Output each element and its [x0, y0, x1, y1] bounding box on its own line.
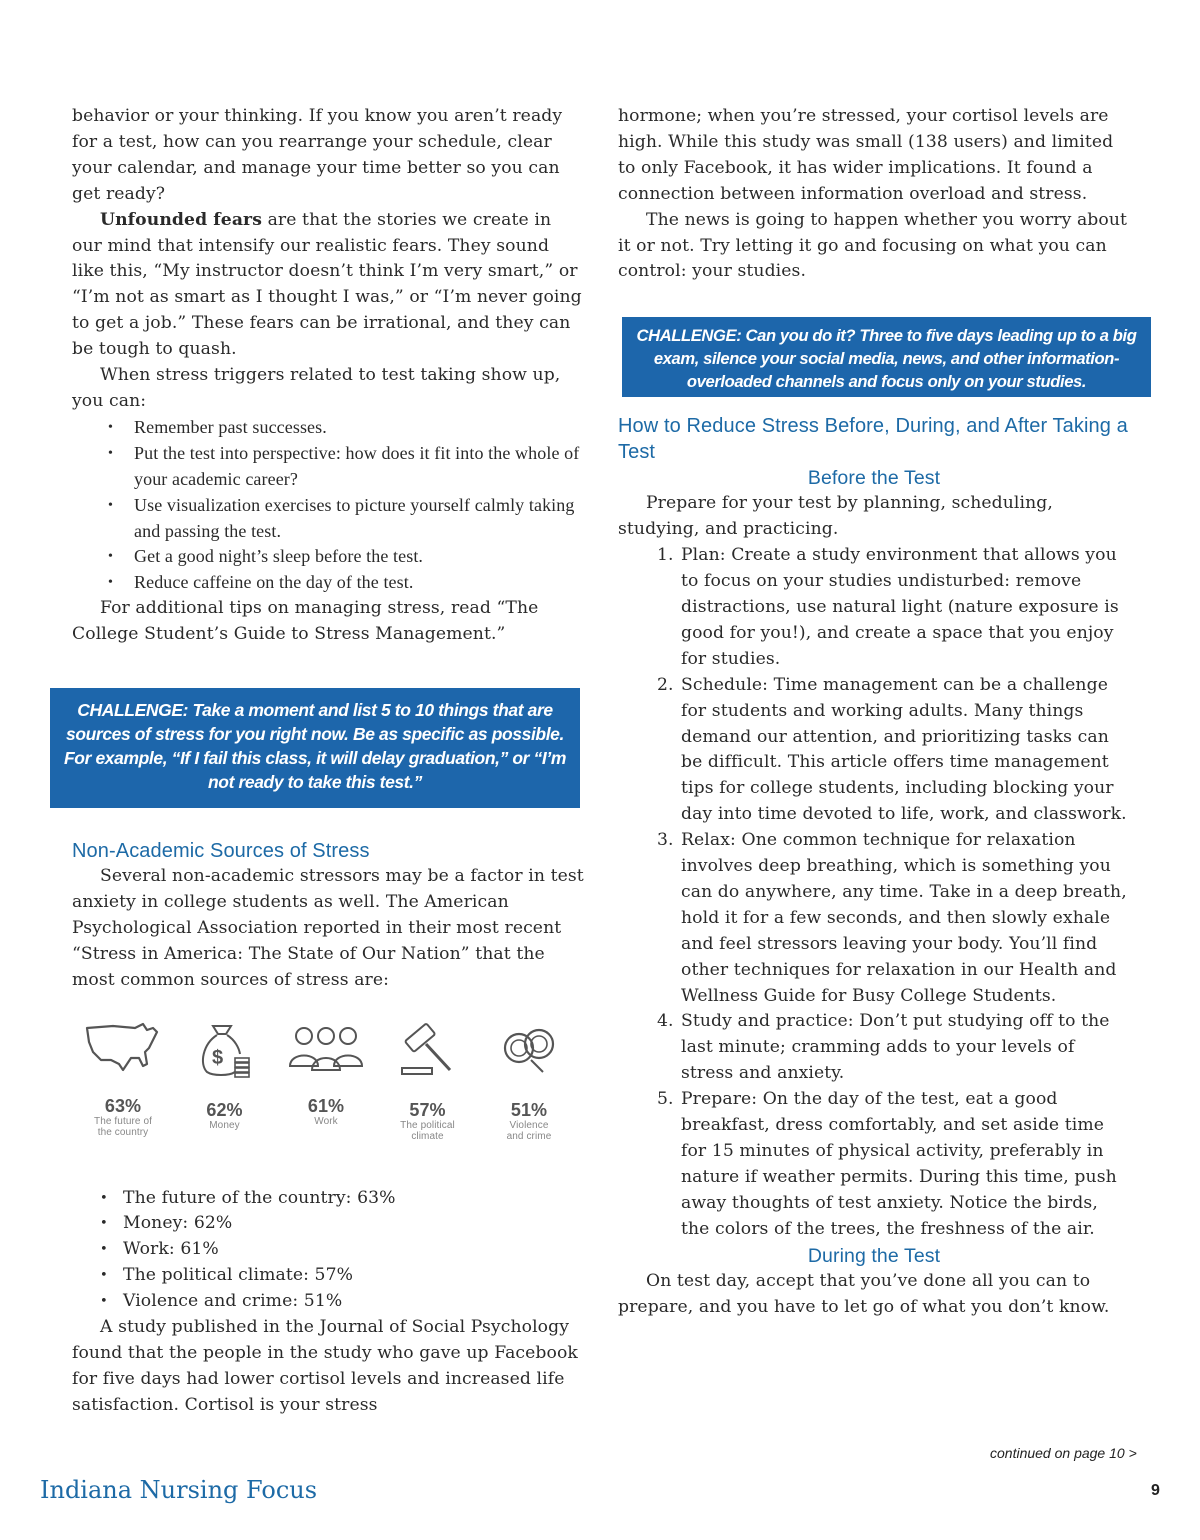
stress-icons-infographic [76, 1020, 576, 1160]
continued-link[interactable]: continued on page 10 > [990, 1445, 1137, 1461]
right-column [618, 104, 1137, 1320]
list-item: • The future of the country: 63% [123, 1186, 584, 1212]
list-number: 1. [657, 545, 674, 566]
people-icon [286, 1020, 366, 1076]
us-map-icon [83, 1020, 163, 1076]
list-item: • Get a good night’s sleep before the test. [134, 544, 584, 570]
paragraph: hormone; when you’re stressed, your cortisol levels are high. While this study was small (138 users) and limited to only Facebook, it has wider implications. It found a connection between information overload and stress. [618, 106, 1114, 204]
list-item [657, 673, 1130, 828]
stat-percent: 57% [409, 1099, 446, 1120]
paragraph: A study published in the Journal of Social Psychology found that the people in the study who gave up Facebook for five days had lower cortisol levels and increased life satisfaction. Cortisol is your stress [72, 1317, 578, 1415]
stat-label: The future of [94, 1115, 152, 1127]
steps-list [618, 543, 1130, 1242]
list-item [657, 543, 1130, 673]
list-text: Plan: Create a study environment that allows you to focus on your studies undisturbed: remove distractions, use natural light (nature exposure is good for you!), and create a space that you enjoy for studies. [681, 545, 1119, 669]
stat-country [76, 1020, 170, 1160]
paragraph-unfounded-fears [72, 208, 584, 363]
list-item: • The political climate: 57% [123, 1263, 584, 1289]
stat-label: Money [209, 1119, 240, 1131]
stat-label: The political [400, 1119, 455, 1131]
paragraph: Several non-academic stressors may be a factor in test anxiety in college students as well. The American Psychological Association reported in their most recent “Stress in America: The State of Our Nation” that the most common sources of stress are: [72, 866, 584, 990]
section-heading: Non-Academic Sources of Stress [72, 840, 370, 863]
list-number: 4. [657, 1011, 674, 1032]
stat-label: climate [411, 1130, 444, 1142]
list-item [657, 1009, 1130, 1087]
stat-label: Work [314, 1115, 338, 1127]
bold-term: Unfounded fears [100, 209, 262, 230]
stat-label: and crime [506, 1130, 552, 1142]
money-bag-icon [195, 1020, 255, 1080]
stat-percent: 61% [307, 1095, 345, 1116]
subheading-during: During the Test [807, 1244, 941, 1267]
list-text: Schedule: Time management can be a challenge for students and working adults. Many things demand our attention, and prioritizing tasks can be difficult. This article offers time management tips for college students, including blocking your day into time devoted to life, work, and classwork. [681, 674, 1127, 825]
svg-text:$: $ [211, 1046, 223, 1069]
list-item: • Put the test into perspective: how does it fit into the whole of your academic career? [134, 441, 584, 493]
list-item: • Use visualization exercises to picture yourself calmly taking and passing the test. [134, 493, 584, 545]
list-number: 5. [657, 1089, 674, 1110]
stat-political [381, 1020, 475, 1160]
list-item: • Violence and crime: 51% [123, 1289, 584, 1315]
stat-work [279, 1020, 373, 1160]
stat-percent: 51% [510, 1099, 548, 1120]
tips-list [72, 415, 584, 596]
list-item: • Money: 62% [123, 1211, 584, 1237]
stats-list [72, 1186, 584, 1316]
subheading-before: Before the Test [807, 467, 941, 490]
paragraph: When stress triggers related to test taking show up, you can: [72, 365, 561, 411]
challenge-box: CHALLENGE: Can you do it? Three to five days leading up to a big exam, silence your social media, news, and other information-overloaded channels and focus only on your studies. [622, 317, 1151, 397]
section-heading: How to Reduce Stress Before, During, and After Taking a Test [618, 415, 1128, 464]
stat-label: the country [97, 1126, 149, 1138]
list-text: Study and practice: Don’t put studying off to the last minute; cramming adds to your levels of stress and anxiety. [681, 1011, 1110, 1084]
stat-percent: 62% [206, 1099, 243, 1120]
list-number: 2. [657, 674, 674, 695]
list-text: Relax: One common technique for relaxation involves deep breathing, which is something you can do anywhere, any time. Take in a deep breath, hold it for a few seconds, and then slowly exhale and feel stressors leaving your body. You’ll find other techniques for relaxation in our Health and Wellness Guide for Busy College Students. [681, 830, 1127, 1006]
list-item: • Reduce caffeine on the day of the test. [134, 570, 584, 596]
stat-violence [482, 1020, 576, 1160]
paragraph: The news is going to happen whether you worry about it or not. Try letting it go and focusing on what you can control: your studies. [618, 209, 1128, 282]
paragraph-text: are that the stories we create in our mind that intensify our realistic fears. They sound like this, “My instructor doesn’t think I’m very smart,” or “I’m not as smart as I thought I was,” or “I’m never going to get a job.” These fears can be irrational, and they can be tough to quash. [72, 209, 582, 360]
list-item [657, 1087, 1130, 1242]
list-item: • Remember past successes. [134, 415, 584, 441]
paragraph: behavior or your thinking. If you know you aren’t ready for a test, how can you rearrange your schedule, clear your calendar, and manage your time better so you can get ready? [72, 106, 563, 204]
list-item: • Work: 61% [123, 1237, 584, 1263]
stat-label: Violence [509, 1119, 549, 1131]
list-item [657, 828, 1130, 1009]
list-text: Prepare: On the day of the test, eat a good breakfast, dress comfortably, and set aside time for 15 minutes of physical activity, preferably in nature if weather permits. During this time, push away thoughts of test anxiety. Notice the birds, the colors of the trees, the freshness of the air. [681, 1089, 1117, 1239]
challenge-box: CHALLENGE: Take a moment and list 5 to 10 things that are sources of stress for you right now. Be as specific as possible. For example, “If I fail this class, it will delay graduation,” or “I’m not ready to take this test.” [50, 688, 580, 808]
stat-money [178, 1020, 272, 1160]
paragraph: For additional tips on managing stress, read “The College Student’s Guide to Stress Management.” [72, 598, 539, 645]
handcuffs-icon [499, 1020, 559, 1080]
paragraph: On test day, accept that you’ve done all you can to prepare, and you have to let go of what you don’t know. [618, 1270, 1110, 1317]
paragraph: Prepare for your test by planning, scheduling, studying, and practicing. [618, 493, 1053, 540]
gavel-icon [398, 1020, 458, 1080]
publication-title: Indiana Nursing Focus [40, 1476, 318, 1504]
list-number: 3. [657, 830, 674, 851]
page-number: 9 [1151, 1482, 1160, 1499]
left-column [64, 104, 584, 1419]
stat-percent: 63% [104, 1095, 142, 1116]
